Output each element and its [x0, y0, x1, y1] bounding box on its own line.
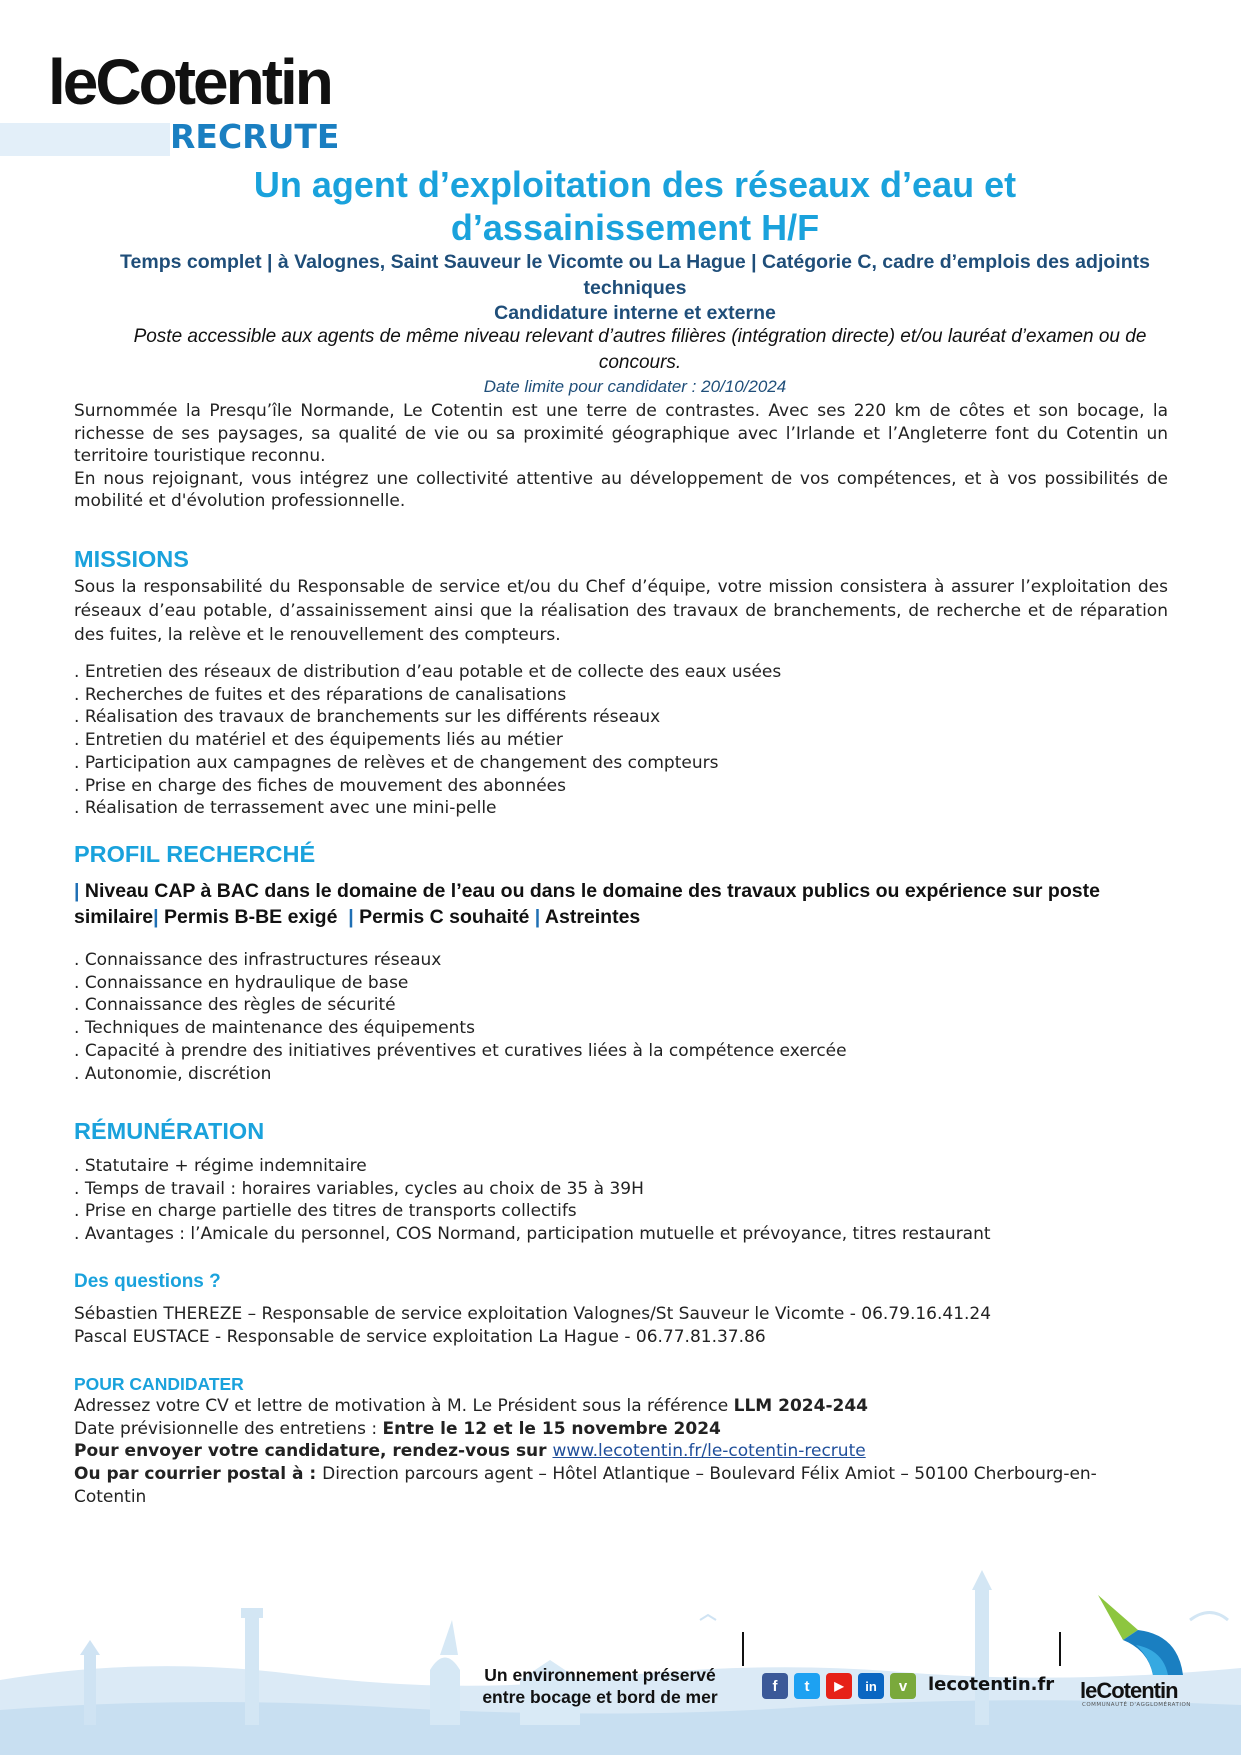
list-item: . Prise en charge partielle des titres de transports collectifs	[74, 1200, 1168, 1223]
list-item: . Statutaire + régime indemnitaire	[74, 1155, 1168, 1178]
apply-block	[74, 1395, 1168, 1509]
missions-list	[74, 661, 1168, 820]
requirement-licence-b: Permis B-BE exigé	[164, 906, 338, 928]
interview-dates: Entre le 12 et le 15 novembre 2024	[382, 1418, 721, 1439]
logo-recrute: RECRUTE	[170, 117, 340, 156]
footer-tagline	[440, 1664, 760, 1708]
reference: LLM 2024-244	[733, 1396, 868, 1416]
requirement-astreintes: Astreintes	[544, 906, 641, 928]
recruitment-link[interactable]: www.lecotentin.fr/le-cotentin-recrute	[552, 1441, 866, 1462]
intro-paragraph-2: En nous rejoignant, vous intégrez une collectivité attentive au développement de vos compétences, et à vos possibilités de mobilité et d'évolution professionnelle.	[74, 468, 1168, 511]
requirements-line	[74, 878, 1168, 930]
apply-text: Adressez votre CV et lettre de motivation à M. Le Président sous la référence	[74, 1396, 734, 1416]
apply-line-1	[74, 1395, 1168, 1418]
list-item: . Prise en charge des fiches de mouvement des abonnées	[74, 775, 1168, 798]
logo-lecotentin: leCotentin	[48, 46, 331, 118]
separator: |	[348, 906, 354, 928]
job-conditions: Temps complet | à Valognes, Saint Sauveur le Vicomte ou La Hague | Catégorie C, cadre d’emplois des adjoints techniques	[120, 251, 1150, 299]
divider	[742, 1632, 744, 1666]
page-title	[100, 163, 1170, 249]
remuneration-list	[74, 1155, 1168, 1246]
contacts	[74, 1303, 1168, 1348]
deadline: Date limite pour candidater : 20/10/2024	[483, 377, 787, 396]
list-item: . Avantages : l’Amicale du personnel, COS Normand, participation mutuelle et prévoyance, titres restaurant	[74, 1223, 1168, 1246]
twitter-icon[interactable]: t	[794, 1673, 820, 1699]
divider	[1059, 1632, 1061, 1666]
separator: |	[74, 880, 80, 902]
apply-text: Date prévisionnelle des entretiens :	[74, 1418, 383, 1439]
list-item: . Réalisation de terrassement avec une mini-pelle	[74, 797, 1168, 820]
contact-2: Pascal EUSTACE - Responsable de service exploitation La Hague - 06.77.81.37.86	[74, 1326, 766, 1347]
footer-logo-caption: COMMUNAUTÉ D'AGGLOMÉRATION	[1082, 1702, 1191, 1708]
list-item: . Autonomie, discrétion	[74, 1063, 1168, 1086]
apply-line-2	[74, 1418, 1168, 1441]
list-item: . Connaissance des règles de sécurité	[74, 994, 1168, 1017]
facebook-icon[interactable]: f	[762, 1673, 788, 1699]
requirement-level: Niveau CAP à BAC dans le domaine de l’eau ou dans le domaine des travaux publics ou expérience sur poste similaire	[74, 880, 1100, 928]
linkedin-icon[interactable]: in	[858, 1673, 884, 1699]
list-item: . Réalisation des travaux de branchements sur les différents réseaux	[74, 706, 1168, 729]
missions-intro: Sous la responsabilité du Responsable de service et/ou du Chef d’équipe, votre mission consistera à assurer l’exploitation des réseaux d’eau potable, d’assainissement ainsi que la réalisation des travaux de branchements, de recherche et de réparation des fuites, la relève et le renouvellement des compteurs.	[74, 577, 1168, 645]
missions-list-block	[74, 661, 1168, 820]
requirements	[74, 878, 1168, 930]
separator: |	[153, 906, 159, 928]
list-item: . Entretien des réseaux de distribution d’eau potable et de collecte des eaux usées	[74, 661, 1168, 684]
postal-address: Direction parcours agent – Hôtel Atlantique – Boulevard Félix Amiot – 50100 Cherbourg-en-Cotentin	[74, 1464, 1097, 1507]
remuneration-heading: RÉMUNÉRATION	[74, 1118, 265, 1144]
missions-intro-block	[74, 575, 1168, 647]
tagline-line-1: Un environnement préservé	[484, 1665, 716, 1685]
remuneration-list-block	[74, 1155, 1168, 1246]
separator: |	[534, 906, 541, 928]
title-line-2: d’assainissement H/F	[450, 207, 820, 248]
list-item: . Temps de travail : horaires variables, cycles au choix de 35 à 39H	[74, 1178, 1168, 1201]
apply-heading: POUR CANDIDATER	[74, 1374, 244, 1394]
profil-heading: PROFIL RECHERCHÉ	[74, 841, 316, 867]
list-item: . Connaissance en hydraulique de base	[74, 972, 1168, 995]
profil-list	[74, 949, 1168, 1085]
contact-1: Sébastien THEREZE – Responsable de service exploitation Valognes/St Sauveur le Vicomte - 06.79.16.41.24	[74, 1304, 992, 1324]
list-item: . Capacité à prendre des initiatives préventives et curatives liées à la compétence exercée	[74, 1040, 1168, 1063]
apply-line-3	[74, 1440, 1168, 1463]
intro	[74, 400, 1168, 513]
postal-label: Ou par courrier postal à :	[74, 1464, 323, 1485]
coastal-skyline-illustration	[0, 1560, 1241, 1755]
website-label[interactable]: lecotentin.fr	[928, 1674, 1055, 1695]
missions-heading: MISSIONS	[74, 546, 189, 572]
questions-heading: Des questions ?	[74, 1271, 221, 1292]
apply-line-4	[74, 1463, 1168, 1508]
title-line-1: Un agent d’exploitation des réseaux d’eau et	[253, 164, 1017, 205]
social-links	[762, 1673, 916, 1699]
requirement-licence-c: Permis C souhaité	[359, 906, 530, 928]
list-item: . Participation aux campagnes de relèves et de changement des compteurs	[74, 752, 1168, 775]
profil-list-block	[74, 949, 1168, 1085]
footer-logo-text: leCotentin	[1080, 1678, 1178, 1703]
viadeo-icon[interactable]: v	[890, 1673, 916, 1699]
access-note: Poste accessible aux agents de même niveau relevant d’autres filières (intégration directe) et/ou lauréat d’examen ou de concours.	[133, 326, 1147, 373]
youtube-icon[interactable]: ▶	[826, 1673, 852, 1699]
tagline-line-2: entre bocage et bord de mer	[482, 1687, 718, 1707]
list-item: . Techniques de maintenance des équipements	[74, 1017, 1168, 1040]
list-item: . Connaissance des infrastructures réseaux	[74, 949, 1168, 972]
candidature-type: Candidature interne et externe	[494, 302, 776, 324]
intro-paragraph-1: Surnommée la Presqu’île Normande, Le Cotentin est une terre de contrastes. Avec ses 220 km de côtes et son bocage, la richesse de ses paysages, sa qualité de vie ou sa proximité géographique avec l’Irlande et l’Angleterre font du Cotentin un territoire touristique reconnu.	[74, 401, 1168, 466]
apply-text: Pour envoyer votre candidature, rendez-vous sur	[74, 1441, 553, 1462]
logo-band	[0, 123, 170, 156]
list-item: . Recherches de fuites et des réparations de canalisations	[74, 684, 1168, 707]
list-item: . Entretien du matériel et des équipements liés au métier	[74, 729, 1168, 752]
